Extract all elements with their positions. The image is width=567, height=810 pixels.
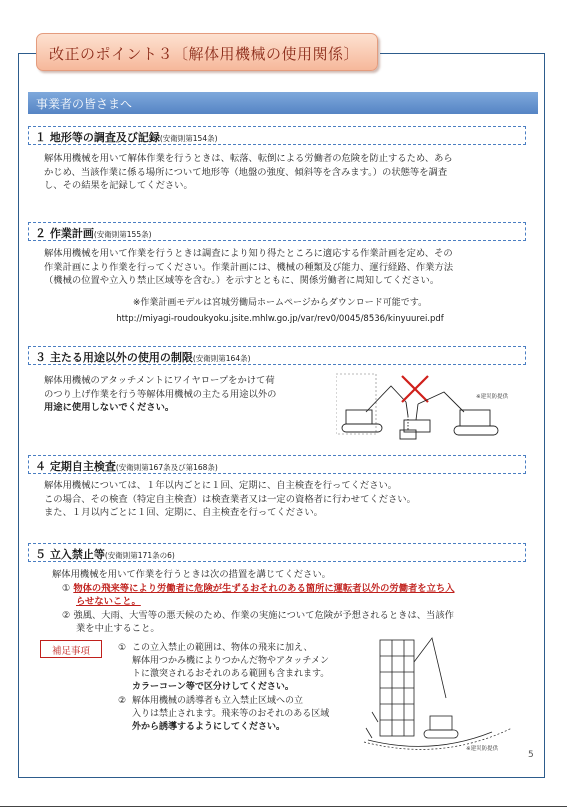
section-2-line: 解体用機械を用いて作業を行うときは調査により知り得たところに適応する作業計画を定め、その bbox=[44, 248, 453, 259]
section-5-title: ５ 立入禁止等 bbox=[35, 548, 105, 561]
section-3-ref: (安衛則第164条) bbox=[192, 354, 251, 363]
supplement-line: 解体用つかみ機によりつかんだ物やアタッチメン bbox=[132, 656, 330, 666]
supplement-line: 解体用機械の誘導者も立入禁止区域への立 bbox=[132, 696, 304, 706]
supplement-line: カラーコーン等で区分けしてください。 bbox=[132, 682, 294, 692]
section-4-heading bbox=[28, 455, 526, 474]
supplement-line: トに激突されるおそれのある範囲も含まれます。 bbox=[132, 669, 330, 679]
section-4-line: また、１月以内ごとに１回、定期に、自主検査を行ってください。 bbox=[44, 507, 323, 518]
section-3-line: のつり上げ作業を行う等解体用機械の主たる用途以外の bbox=[44, 388, 277, 400]
item-number: ① bbox=[118, 643, 127, 653]
section-3-credit: ※建災防提供 bbox=[476, 394, 509, 400]
item-number: ② bbox=[118, 696, 127, 706]
section-2-title: ２ 作業計画 bbox=[35, 227, 94, 240]
section-4-body bbox=[44, 479, 524, 520]
page-number: 5 bbox=[528, 750, 534, 760]
section-3-title: ３ 主たる用途以外の使用の制限 bbox=[35, 351, 193, 364]
bottom-rule bbox=[0, 806, 567, 807]
section-2-heading bbox=[28, 222, 526, 241]
section-5-item-1-text-2: らせないこと。 bbox=[76, 596, 141, 607]
supplement-credit: ※建災防提供 bbox=[466, 746, 499, 752]
section-3-line: 解体用機械のアタッチメントにワイヤロープをかけて荷 bbox=[44, 375, 275, 386]
supplement-label: 補足事項 bbox=[40, 640, 102, 658]
demolition-site-illustration bbox=[362, 632, 522, 754]
section-5-heading bbox=[28, 543, 526, 562]
item-number: ① bbox=[62, 582, 71, 594]
section-5-body bbox=[52, 568, 522, 636]
section-5-item-1 bbox=[52, 582, 522, 609]
section-2-line: 作業計画により作業を行ってください。作業計画には、機械の種類及び能力、運行経路、作業方法 bbox=[44, 261, 454, 273]
section-2-url[interactable]: http://miyagi-roudoukyoku.jsite.mhlw.go.jp/var/rev0/0045/8536/kinyuurei.pdf bbox=[116, 314, 444, 324]
supplement-line: 入りは禁止されます。飛来等のおそれのある区域 bbox=[132, 709, 330, 719]
section-2-line: （機械の位置や立入り禁止区域等を含む。）を示すとともに、関係労働者に周知してください。 bbox=[44, 275, 440, 286]
section-3-body bbox=[44, 374, 334, 415]
section-1-line: 解体用機械を用いて解体作業を行うときは、転落、転倒による労働者の危険を防止するため、あら bbox=[44, 153, 453, 164]
frame-top-left bbox=[18, 53, 36, 54]
page-title: 改正のポイント３〔解体用機械の使用関係〕 bbox=[36, 33, 378, 71]
section-5-intro: 解体用機械を用いて作業を行うときは次の措置を講じてください。 bbox=[52, 569, 331, 580]
section-4-line: この場合、その検査（特定自主検査）は検査業者又は一定の資格者に行わせてください。 bbox=[44, 493, 416, 505]
supplement-item-2 bbox=[118, 695, 358, 734]
section-5-item-2-text: 強風、大雨、大雪等の悪天候のため、作業の実施について危険が予想されるときは、当該作 bbox=[73, 609, 454, 621]
section-2-note: ※作業計画モデルは宮城労働局ホームページからダウンロード可能です。 bbox=[132, 298, 428, 308]
supplement-item-1 bbox=[118, 642, 358, 694]
section-1-title: １ 地形等の調査及び記録 bbox=[35, 131, 160, 144]
section-4-line: 解体用機械については、１年以内ごとに１回、定期に、自主検査を行ってください。 bbox=[44, 480, 398, 491]
section-3-line: 用途に使用しないでください。 bbox=[44, 402, 175, 413]
supplement-line: 外から誘導するようにしてください。 bbox=[132, 722, 286, 732]
frame-top-right bbox=[380, 53, 545, 54]
section-2-body bbox=[44, 247, 524, 288]
item-number: ② bbox=[62, 609, 71, 621]
section-3-heading bbox=[28, 346, 526, 365]
section-1-line: し、その結果を記録してください。 bbox=[44, 180, 193, 191]
section-1-heading bbox=[28, 126, 526, 145]
section-5-item-1-text: 物体の飛来等により労働者に危険が生ずるおそれのある箇所に運転者以外の労働者を立ち入 bbox=[73, 582, 455, 594]
supplement-body bbox=[118, 642, 358, 734]
section-4-title: ４ 定期自主検査 bbox=[35, 460, 116, 473]
audience-banner: 事業者の皆さまへ bbox=[28, 92, 538, 114]
section-4-ref: (安衛則第167条及び第168条) bbox=[115, 463, 218, 472]
excavator-lifting-illustration bbox=[336, 372, 526, 444]
section-2-ref: (安衛則第155条) bbox=[93, 230, 152, 239]
section-5-item-2-text-2: 業を中止すること。 bbox=[76, 623, 160, 634]
section-1-line: かじめ、当該作業に係る場所について地形等（地盤の強度、傾斜等を含みます。）の状態等を調査 bbox=[44, 166, 448, 178]
section-1-body bbox=[44, 152, 524, 193]
section-1-ref: (安衛則第154条) bbox=[159, 134, 218, 143]
supplement-line: この立入禁止の範囲は、物体の飛来に加え、 bbox=[132, 643, 313, 653]
section-5-ref: (安衛則第171条の6) bbox=[104, 551, 175, 560]
